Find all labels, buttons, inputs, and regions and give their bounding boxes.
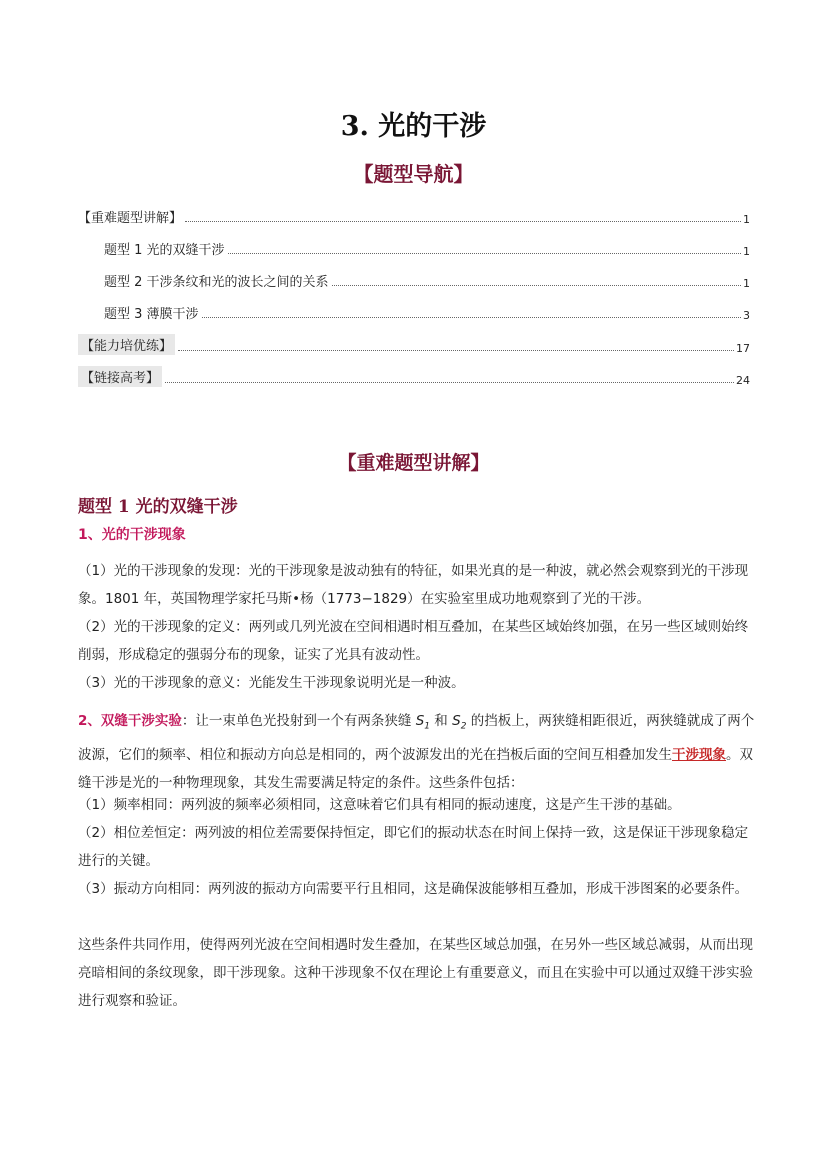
nav-title: 【题型导航】 <box>353 162 474 186</box>
toc-page-number: 1 <box>743 277 750 290</box>
paragraph-condition-direction: （3）振动方向相同：两列波的振动方向需要平行且相同，这是确保波能够相互叠加，形成干涉图案的必要条件。 <box>78 881 749 897</box>
symbol-subscript: 2 <box>460 721 467 732</box>
paragraph-condition-frequency: （1）频率相同：两列波的频率必须相同，这意味着它们具有相同的振动速度，这是产生干涉的基础。 <box>78 797 681 813</box>
toc-page-number: 1 <box>743 213 750 226</box>
toc-leader <box>332 284 741 286</box>
paragraph-definition: （2）光的干涉现象的定义：两列或几列光波在空间相遇时相互叠加，在某些区域始终加强，在另一些区域则始终削弱，形成稳定的强弱分布的现象，证实了光具有波动性。 <box>78 619 749 663</box>
toc-page-number: 3 <box>743 309 750 322</box>
interference-link[interactable]: 干涉现象 <box>672 746 726 763</box>
toc-leader <box>202 316 741 318</box>
paragraph-discovery: （1）光的干涉现象的发现：光的干涉现象是波动独有的特征，如果光真的是一种波，就必然会观察到光的干涉现象。1801 年，英国物理学家托马斯•杨（1773−1829）在实验室里成功地观察到了光的干涉。 <box>78 563 749 607</box>
paragraph-summary: 这些条件共同作用，使得两列光波在空间相遇时发生叠加，在某些区域总加强，在另外一些区域总减弱，从而出现亮暗相间的条纹现象，即干涉现象。这种干涉现象不仅在理论上有重要意义，而且在实验中可以通过双缝干涉实验进行观察和验证。 <box>78 937 753 1009</box>
toc-item-ability[interactable] <box>78 335 750 355</box>
toc-page-number: 1 <box>743 245 750 258</box>
symbol-subscript: 1 <box>424 721 431 732</box>
text-run: 和 <box>430 713 453 729</box>
toc-label: 【链接高考】 <box>78 366 162 387</box>
section-heading: 【重难题型讲解】 <box>337 452 490 474</box>
paragraph-significance: （3）光的干涉现象的意义：光能发生干涉现象说明光是一种波。 <box>78 675 465 691</box>
type-heading: 题型 1 光的双缝干涉 <box>78 497 238 517</box>
toc-item-exam-link[interactable] <box>78 367 750 387</box>
paragraph-double-slit <box>78 707 758 797</box>
toc-item-key-types[interactable] <box>78 206 750 226</box>
text-run: 。双缝干涉是光的一种物理现象，其发生需要满足特定的条件。这些条件包括： <box>78 746 753 791</box>
toc-leader <box>228 252 741 254</box>
paragraph-condition-phase: （2）相位差恒定：两列波的相位差需要保持恒定，即它们的振动状态在时间上保持一致，这是保证干涉现象稳定进行的关键。 <box>78 825 749 869</box>
toc-leader <box>178 349 734 351</box>
sub-heading: 1、光的干涉现象 <box>78 527 186 543</box>
toc-page-number: 24 <box>736 374 750 387</box>
slit-symbol-s2 <box>452 713 467 732</box>
text-run: ：让一束单色光投射到一个有两条狭缝 <box>181 713 416 729</box>
toc-label: 【重难题型讲解】 <box>78 211 183 226</box>
page-title: 3. 光的干涉 <box>340 111 487 142</box>
slit-symbol-s1 <box>415 713 431 732</box>
toc-page-number: 17 <box>736 342 750 355</box>
text-run: 的挡板上，两狭缝相距很近，两狭缝就成了两个波源，它们的频率、相位和振动方向总是相同的，两个波源发出的光在挡板后面的空间互相叠加发生 <box>78 713 755 763</box>
toc-item-type-1[interactable] <box>104 238 750 258</box>
symbol-base: S <box>415 713 425 729</box>
toc-item-type-2[interactable] <box>104 270 750 290</box>
toc-label: 题型 2 干涉条纹和光的波长之间的关系 <box>104 275 329 290</box>
toc-label: 题型 1 光的双缝干涉 <box>104 243 225 258</box>
toc-item-type-3[interactable] <box>104 302 750 322</box>
toc-leader <box>185 220 741 222</box>
toc-label: 【能力培优练】 <box>78 334 175 355</box>
symbol-base: S <box>452 713 461 729</box>
double-slit-label: 2、双缝干涉实验 <box>78 713 182 729</box>
toc-label: 题型 3 薄膜干涉 <box>104 307 199 322</box>
toc-leader <box>165 381 734 383</box>
